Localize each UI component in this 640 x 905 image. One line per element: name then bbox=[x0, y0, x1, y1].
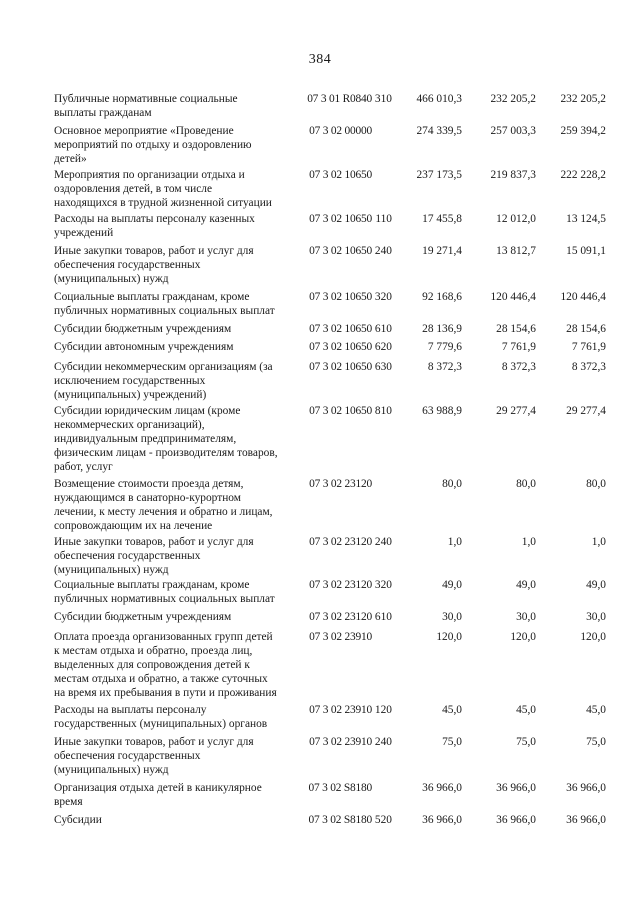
row-target-article-code: 07 3 02 00000 bbox=[309, 125, 372, 137]
row-target-article-code: 07 3 02 23120 bbox=[309, 579, 372, 591]
row-amount-year-1: 17 455,8 bbox=[422, 213, 462, 225]
row-name: Организация отдыха детей в каникулярное время bbox=[54, 782, 262, 808]
row-target-article-code: 07 3 02 23120 bbox=[309, 536, 372, 548]
row-name: Субсидии бюджетным учреждениям bbox=[54, 611, 232, 623]
row-amount-year-2: 120 446,4 bbox=[490, 291, 536, 303]
row-amount-year-1: 30,0 bbox=[442, 611, 462, 623]
row-amount-year-1: 237 173,5 bbox=[416, 169, 462, 181]
row-target-article-code: 07 3 02 23910 bbox=[309, 736, 372, 748]
row-amount-year-1: 28 136,9 bbox=[422, 323, 462, 335]
row-amount-year-3: 30,0 bbox=[586, 611, 606, 623]
row-expense-type-code: 120 bbox=[374, 704, 392, 716]
row-amount-year-3: 75,0 bbox=[586, 736, 606, 748]
row-target-article-code: 07 3 02 10650 bbox=[309, 341, 372, 353]
row-target-article-code: 07 3 02 10650 bbox=[309, 361, 372, 373]
row-amount-year-3: 8 372,3 bbox=[571, 361, 606, 373]
row-amount-year-2: 80,0 bbox=[516, 478, 536, 490]
row-amount-year-2: 49,0 bbox=[516, 579, 536, 591]
row-amount-year-3: 28 154,6 bbox=[566, 323, 606, 335]
row-amount-year-2: 219 837,3 bbox=[490, 169, 536, 181]
row-amount-year-1: 45,0 bbox=[442, 704, 462, 716]
row-target-article-code: 07 3 02 23120 bbox=[309, 478, 372, 490]
row-target-article-code: 07 3 02 10650 bbox=[309, 405, 372, 417]
row-amount-year-3: 259 394,2 bbox=[560, 125, 606, 137]
row-expense-type-code: 240 bbox=[374, 536, 392, 548]
row-amount-year-1: 80,0 bbox=[442, 478, 462, 490]
row-amount-year-2: 232 205,2 bbox=[490, 93, 536, 105]
row-name: Субсидии некоммерческим организациям (за исключением государственных (муниципальных) учреждений) bbox=[54, 361, 273, 401]
row-amount-year-1: 466 010,3 bbox=[416, 93, 462, 105]
row-amount-year-3: 49,0 bbox=[586, 579, 606, 591]
row-expense-type-code: 240 bbox=[374, 736, 392, 748]
row-amount-year-1: 1,0 bbox=[447, 536, 462, 548]
row-amount-year-1: 7 779,6 bbox=[427, 341, 462, 353]
row-amount-year-1: 274 339,5 bbox=[416, 125, 462, 137]
row-amount-year-2: 8 372,3 bbox=[501, 361, 536, 373]
row-amount-year-2: 1,0 bbox=[521, 536, 536, 548]
row-amount-year-2: 36 966,0 bbox=[496, 814, 536, 826]
row-amount-year-1: 49,0 bbox=[442, 579, 462, 591]
row-expense-type-code: 630 bbox=[374, 361, 392, 373]
row-expense-type-code: 110 bbox=[375, 213, 392, 225]
row-name: Субсидии bbox=[54, 814, 102, 826]
row-expense-type-code: 240 bbox=[374, 245, 392, 257]
row-expense-type-code: 610 bbox=[374, 611, 392, 623]
row-amount-year-2: 120,0 bbox=[510, 631, 536, 643]
row-name: Основное мероприятие «Проведение мероприятий по отдыху и оздоровлению детей» bbox=[54, 125, 252, 165]
row-amount-year-2: 30,0 bbox=[516, 611, 536, 623]
row-amount-year-2: 36 966,0 bbox=[496, 782, 536, 794]
row-amount-year-2: 257 003,3 bbox=[490, 125, 536, 137]
row-name: Иные закупки товаров, работ и услуг для обеспечения государственных (муниципальных) нужд bbox=[54, 245, 254, 285]
row-expense-type-code: 610 bbox=[374, 323, 392, 335]
row-amount-year-2: 13 812,7 bbox=[496, 245, 536, 257]
row-target-article-code: 07 3 02 S8180 bbox=[308, 782, 372, 794]
row-amount-year-1: 92 168,6 bbox=[422, 291, 462, 303]
row-target-article-code: 07 3 02 10650 bbox=[309, 213, 372, 225]
row-amount-year-3: 120 446,4 bbox=[560, 291, 606, 303]
row-amount-year-3: 13 124,5 bbox=[566, 213, 606, 225]
row-amount-year-2: 45,0 bbox=[516, 704, 536, 716]
row-amount-year-1: 36 966,0 bbox=[422, 814, 462, 826]
row-target-article-code: 07 3 02 23910 bbox=[309, 704, 372, 716]
row-expense-type-code: 520 bbox=[374, 814, 392, 826]
row-amount-year-1: 63 988,9 bbox=[422, 405, 462, 417]
row-amount-year-3: 36 966,0 bbox=[566, 782, 606, 794]
row-name: Мероприятия по организации отдыха и оздоровления детей, в том числе находящихся в трудной жизненной ситуации bbox=[54, 169, 272, 209]
row-amount-year-3: 7 761,9 bbox=[571, 341, 606, 353]
row-name: Социальные выплаты гражданам, кроме публичных нормативных социальных выплат bbox=[54, 579, 275, 605]
row-expense-type-code: 320 bbox=[374, 579, 392, 591]
row-amount-year-1: 19 271,4 bbox=[422, 245, 462, 257]
row-target-article-code: 07 3 02 10650 bbox=[309, 245, 372, 257]
row-target-article-code: 07 3 01 R0840 bbox=[307, 93, 372, 105]
row-amount-year-3: 120,0 bbox=[580, 631, 606, 643]
row-amount-year-3: 80,0 bbox=[586, 478, 606, 490]
row-amount-year-3: 45,0 bbox=[586, 704, 606, 716]
row-target-article-code: 07 3 02 S8180 bbox=[308, 814, 372, 826]
row-expense-type-code: 810 bbox=[374, 405, 392, 417]
row-amount-year-2: 28 154,6 bbox=[496, 323, 536, 335]
row-amount-year-3: 15 091,1 bbox=[566, 245, 606, 257]
row-amount-year-2: 12 012,0 bbox=[496, 213, 536, 225]
row-expense-type-code: 310 bbox=[374, 93, 392, 105]
page-number: 384 bbox=[308, 52, 332, 67]
row-amount-year-2: 75,0 bbox=[516, 736, 536, 748]
row-amount-year-1: 8 372,3 bbox=[427, 361, 462, 373]
row-target-article-code: 07 3 02 23120 bbox=[309, 611, 372, 623]
row-target-article-code: 07 3 02 10650 bbox=[309, 323, 372, 335]
row-amount-year-2: 29 277,4 bbox=[496, 405, 536, 417]
row-expense-type-code: 320 bbox=[374, 291, 392, 303]
row-name: Иные закупки товаров, работ и услуг для обеспечения государственных (муниципальных) нужд bbox=[54, 536, 254, 576]
row-target-article-code: 07 3 02 10650 bbox=[309, 291, 372, 303]
row-name: Расходы на выплаты персоналу казенных учреждений bbox=[54, 213, 255, 239]
row-name: Субсидии автономным учреждениям bbox=[54, 341, 234, 353]
row-amount-year-1: 120,0 bbox=[436, 631, 462, 643]
row-target-article-code: 07 3 02 10650 bbox=[309, 169, 372, 181]
row-name: Социальные выплаты гражданам, кроме публичных нормативных социальных выплат bbox=[54, 291, 275, 317]
row-amount-year-3: 1,0 bbox=[591, 536, 606, 548]
row-amount-year-2: 7 761,9 bbox=[501, 341, 536, 353]
row-name: Субсидии юридическим лицам (кроме некоммерческих организаций), индивидуальным предпринимателям, физическим лицам - производителям товаров, работ, услуг bbox=[54, 405, 278, 473]
row-amount-year-3: 232 205,2 bbox=[560, 93, 606, 105]
row-name: Субсидии бюджетным учреждениям bbox=[54, 323, 232, 335]
row-target-article-code: 07 3 02 23910 bbox=[309, 631, 372, 643]
row-amount-year-3: 29 277,4 bbox=[566, 405, 606, 417]
row-name: Оплата проезда организованных групп детей к местам отдыха и обратно, проезда лиц, выделенных для сопровождения детей к местам отдыха и обратно, а также суточных на время их пребывания в пути и проживания bbox=[54, 631, 277, 699]
row-name: Иные закупки товаров, работ и услуг для обеспечения государственных (муниципальных) нужд bbox=[54, 736, 254, 776]
row-expense-type-code: 620 bbox=[374, 341, 392, 353]
row-name: Расходы на выплаты персоналу государственных (муниципальных) органов bbox=[54, 704, 268, 730]
row-amount-year-3: 36 966,0 bbox=[566, 814, 606, 826]
row-name: Возмещение стоимости проезда детям, нуждающимся в санаторно-курортном лечении, к месту лечения и обратно и лицам, сопровождающим их на лечение bbox=[54, 478, 273, 532]
row-amount-year-3: 222 228,2 bbox=[560, 169, 606, 181]
row-amount-year-1: 36 966,0 bbox=[422, 782, 462, 794]
row-amount-year-1: 75,0 bbox=[442, 736, 462, 748]
row-name: Публичные нормативные социальные выплаты гражданам bbox=[54, 93, 238, 119]
